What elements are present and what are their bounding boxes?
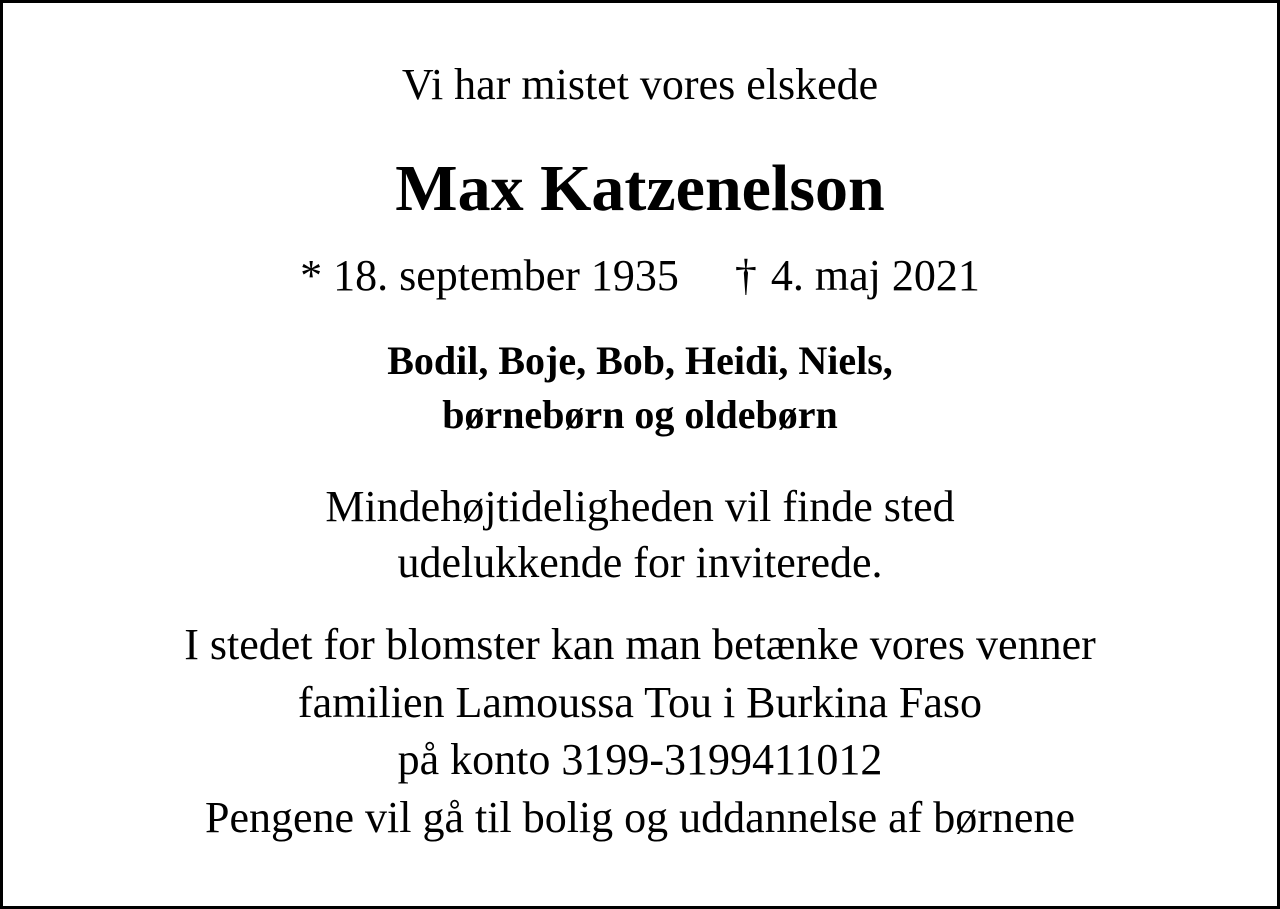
memorial-line: udelukkende for inviterede. (397, 538, 883, 587)
donation-line: familien Lamoussa Tou i Burkina Faso (297, 677, 983, 727)
family-line: børnebørn og oldebørn (442, 392, 838, 437)
donation-line: Pengene vil gå til bolig og uddannelse af børnene (205, 792, 1075, 842)
memorial-line: Mindehøjtideligheden vil finde sted (325, 482, 955, 531)
death-date: 4. maj 2021 (770, 251, 980, 300)
family-line: Bodil, Boje, Bob, Heidi, Niels, (387, 338, 893, 383)
birth-symbol: * (300, 251, 323, 300)
donation-line: I stedet for blomster kan man betænke vores venner (184, 620, 1096, 669)
birth-date: 18. september 1935 (333, 251, 679, 300)
donation-text (3, 616, 1277, 846)
intro-text: Vi har mistet vores elskede (401, 60, 879, 109)
death-cross-symbol: † (734, 251, 757, 300)
donation-account-line: på konto 3199-3199411012 (397, 735, 883, 784)
deceased-name: Max Katzenelson (395, 152, 885, 225)
memorial-text (3, 479, 1277, 591)
life-dates (3, 248, 1277, 304)
family-names (3, 334, 1277, 442)
